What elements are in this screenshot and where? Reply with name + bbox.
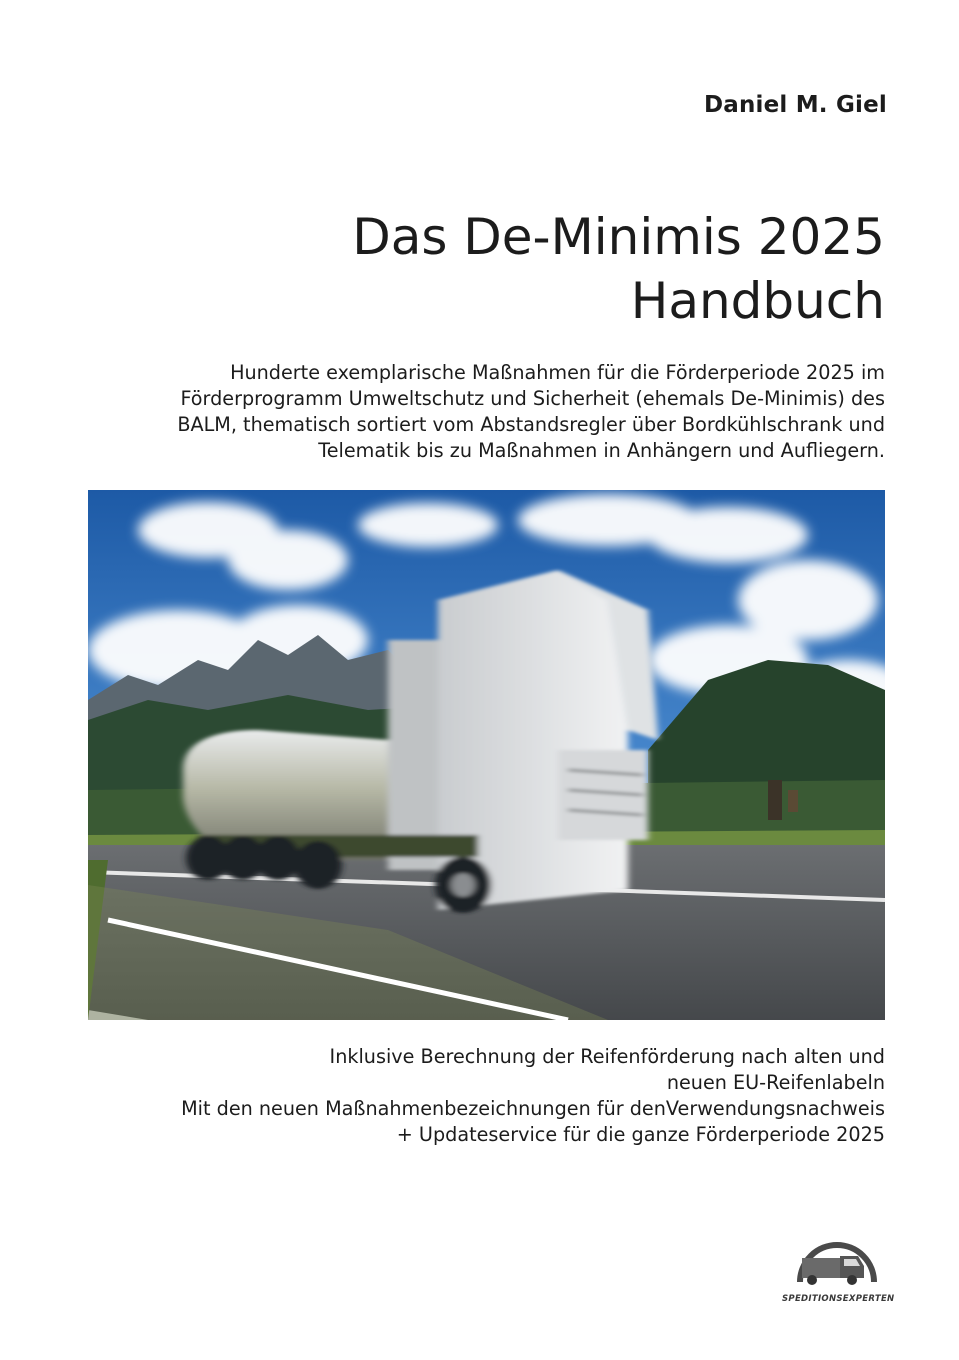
publisher-name: SPEDITIONSEXPERTEN: [782, 1294, 895, 1304]
subtitle-line: Hunderte exemplarische Maßnahmen für die Förderperiode 2025 im: [230, 361, 885, 384]
author-name: Daniel M. Giel: [703, 92, 887, 118]
book-title-line-2: Handbuch: [630, 272, 885, 330]
note-line: Mit den neuen Maßnahmenbezeichnungen für denVerwendungsnachweis: [181, 1097, 885, 1120]
subtitle-line: Telematik bis zu Maßnahmen in Anhängern und Aufliegern.: [318, 439, 885, 462]
truck-logo-icon: [782, 1228, 892, 1294]
truck-photo-illustration: [88, 490, 885, 1020]
note-line: Inklusive Berechnung der Reifenförderung nach alten und: [329, 1045, 885, 1068]
book-title: [352, 205, 885, 333]
book-title-line-1: Das De-Minimis 2025: [352, 208, 885, 266]
subtitle-line: Förderprogramm Umweltschutz und Sicherheit (ehemals De-Minimis) des: [180, 387, 885, 410]
note-line: neuen EU-Reifenlabeln: [666, 1071, 885, 1094]
note-line: + Updateservice für die ganze Förderperiode 2025: [396, 1123, 885, 1146]
publisher-logo: [782, 1228, 895, 1304]
cover-photo: [88, 490, 885, 1020]
book-subtitle: [125, 360, 885, 464]
subtitle-line: BALM, thematisch sortiert vom Abstandsregler über Bordkühlschrank und: [177, 413, 885, 436]
cover-notes: [181, 1044, 885, 1148]
